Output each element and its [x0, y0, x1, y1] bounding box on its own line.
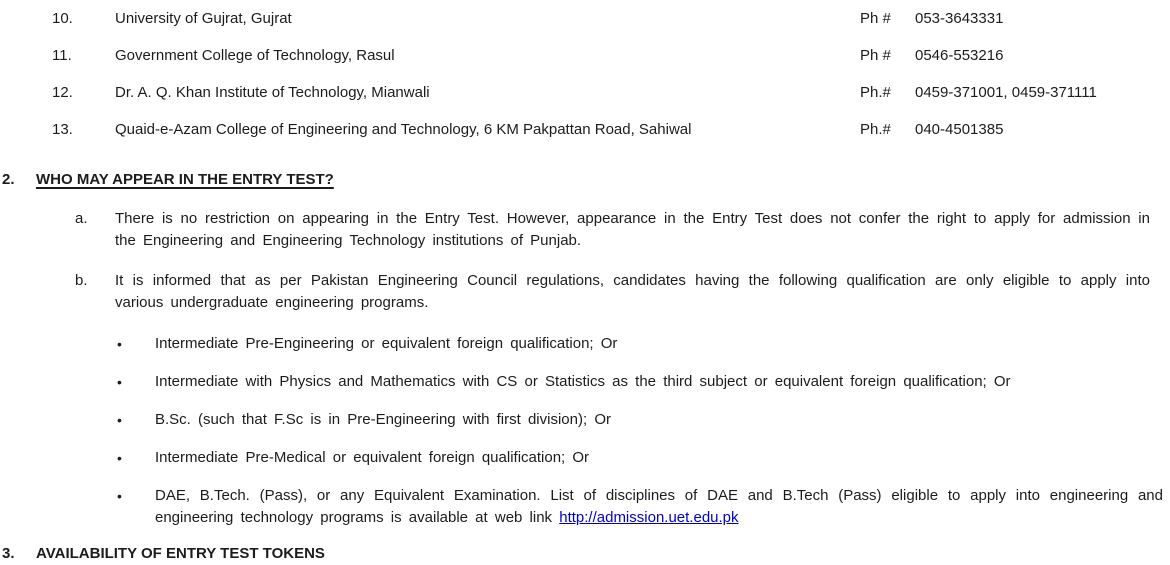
bullet-item — [0, 371, 1170, 393]
sub-item-b-text: It is informed that as per Pakistan Engineering Council regulations, candidates having the following qualification are only eligible to apply into various undergraduate engineering programs. — [115, 272, 1150, 311]
phone-number: 0546-553216 — [915, 47, 1004, 64]
institution-name: Dr. A. Q. Khan Institute of Technology, Mianwali — [115, 84, 430, 101]
phone-number: 040-4501385 — [915, 121, 1004, 138]
institution-name: University of Gujrat, Gujrat — [115, 10, 292, 27]
institution-row — [0, 45, 1170, 82]
phone-number: 0459-371001, 0459-371111 — [915, 84, 1097, 101]
sub-item-a — [0, 208, 1170, 252]
phone-number: 053-3643331 — [915, 10, 1004, 27]
bullet-item-text: Intermediate Pre-Medical or equivalent foreign qualification; Or — [155, 449, 590, 466]
institution-name: Government College of Technology, Rasul — [115, 47, 395, 64]
qualification-bullet-list — [0, 333, 1170, 529]
phone-label: Ph.# — [860, 121, 891, 138]
bullet-item-dae — [0, 485, 1170, 529]
bullet-item-text: B.Sc. (such that F.Sc is in Pre-Engineering with first division); Or — [155, 411, 611, 428]
bullet-icon: • — [117, 488, 122, 504]
sub-item-a-text: There is no restriction on appearing in the Entry Test. However, appearance in the Entry Test does not confer the right to apply for admission in the Engineering and Engineering Technology institutions of Punjab. — [115, 210, 1150, 249]
bullet-item-text: Intermediate with Physics and Mathematics with CS or Statistics as the third subject or equivalent foreign qualification; Or — [155, 373, 1011, 390]
sub-item-b — [0, 270, 1170, 314]
institution-row — [0, 119, 1170, 156]
bullet-item — [0, 409, 1170, 431]
bullet-icon: • — [117, 412, 122, 428]
institution-row — [0, 8, 1170, 45]
institution-phone-list — [0, 0, 1170, 156]
bullet-icon: • — [117, 374, 122, 390]
bullet-item-text — [155, 485, 1163, 529]
phone-label: Ph # — [860, 10, 891, 27]
section-2-heading — [0, 169, 1170, 191]
section-3-number: 3. — [2, 545, 15, 562]
bullet-item — [0, 447, 1170, 469]
institution-number: 11. — [52, 47, 72, 64]
bullet-item — [0, 333, 1170, 355]
admission-web-link[interactable]: http://admission.uet.edu.pk — [559, 509, 739, 526]
bullet-item-text: Intermediate Pre-Engineering or equivalent foreign qualification; Or — [155, 335, 618, 352]
bullet-icon: • — [117, 336, 122, 352]
institution-row — [0, 82, 1170, 119]
institution-number: 13. — [52, 121, 73, 138]
phone-label: Ph.# — [860, 84, 891, 101]
section-2-number: 2. — [2, 171, 15, 188]
section-2-title: WHO MAY APPEAR IN THE ENTRY TEST? — [36, 171, 334, 188]
section-3-title: AVAILABILITY OF ENTRY TEST TOKENS — [36, 545, 325, 562]
institution-name: Quaid-e-Azam College of Engineering and Technology, 6 KM Pakpattan Road, Sahiwal — [115, 121, 692, 138]
sub-item-a-letter: a. — [75, 210, 88, 227]
bullet-dae-text: DAE, B.Tech. (Pass), or any Equivalent Examination. List of disciplines of DAE and B.Tech (Pass) eligible to apply into engineering and engineering technology programs is available at web link — [155, 487, 1163, 526]
institution-number: 12. — [52, 84, 73, 101]
sub-item-b-letter: b. — [75, 272, 88, 289]
institution-number: 10. — [52, 10, 73, 27]
section-3-heading — [0, 543, 1170, 565]
phone-label: Ph # — [860, 47, 891, 64]
bullet-icon: • — [117, 450, 122, 466]
